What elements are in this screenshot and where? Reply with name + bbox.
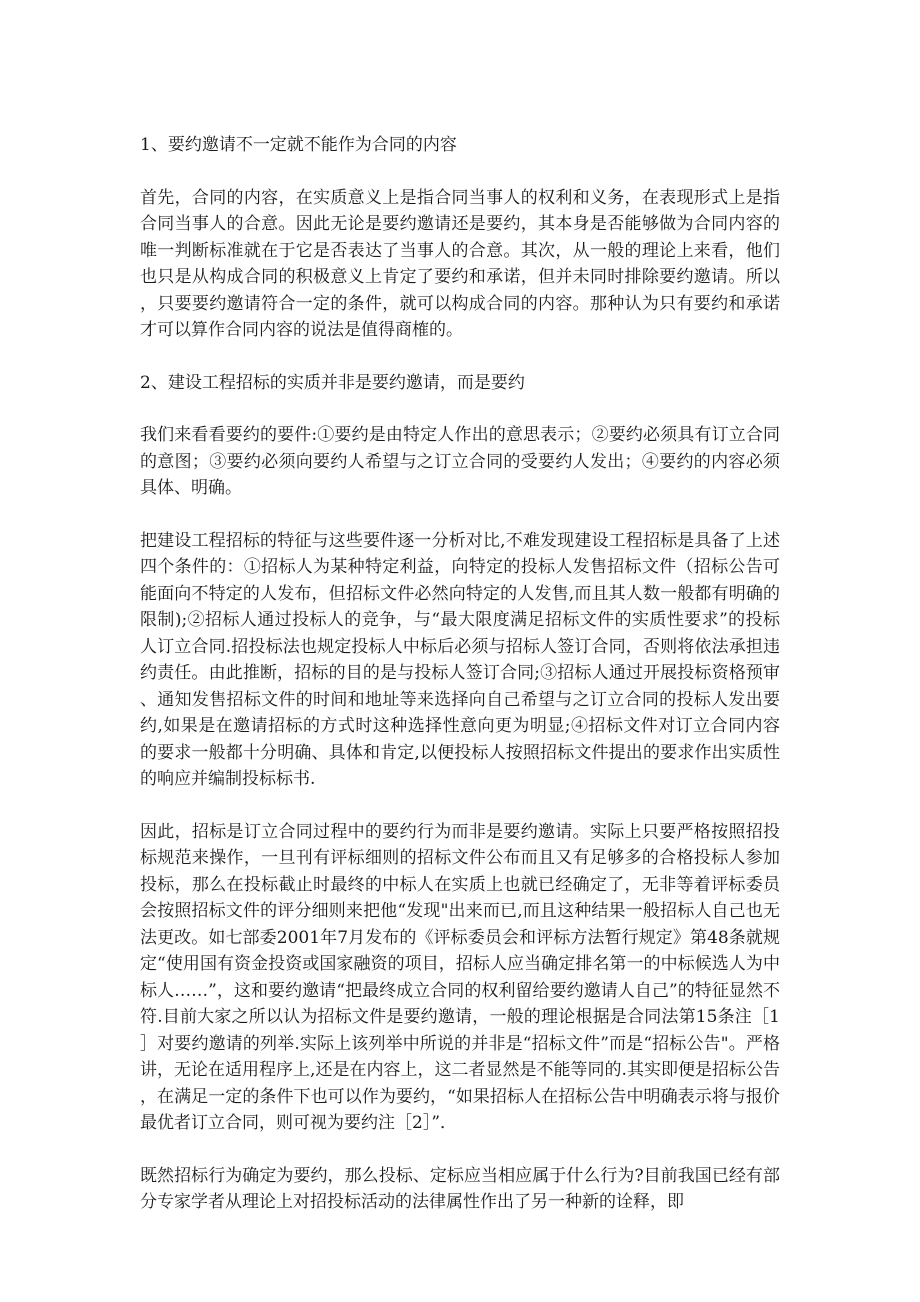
document-body bbox=[140, 132, 780, 1242]
paragraph-5: 既然招标行为确定为要约，那么投标、定标应当相应属于什么行为?目前我国已经有部分专家学者从理论上对招投标活动的法律属性作出了另一种新的诠释，即 bbox=[140, 1165, 780, 1212]
section-heading-2: 2、建设工程招标的实质并非是要约邀请，而是要约 bbox=[140, 372, 525, 393]
paragraph-2: 我们来看看要约的要件:①要约是由特定人作出的意思表示；②要约必须具有订立合同的意图；③要约必须向要约人希望与之订立合同的受要约人发出；④要约的内容必须具体、明确。 bbox=[140, 425, 780, 498]
section-heading-1: 1、要约邀请不一定就不能作为合同的内容 bbox=[140, 135, 457, 155]
paragraph-3: 把建设工程招标的特征与这些要件逐一分析对比,不难发现建设工程招标是具备了上述四个条件的：①招标人为某种特定利益，向特定的投标人发售招标文件（招标公告可能面向不特定的人发布，但招标文件必然向特定的人发售,而且其人数一般都有明确的限制);②招标人通过投标人的竞争，与“最大限度满足招标文件的实质性要求”的投标人订立合同.招投标法也规定投标人中标后必须与招标人签订合同，否则将依法承担违约责任。由此推断，招标的目的是与投标人签订合同;③招标人通过开展投标资格预审、通知发售招标文件的时间和地址等来选择向自己希望与之订立合同的投标人发出要约,如果是在邀请招标的方式时这种选择性意向更为明显;④招标文件对订立合同内容的要求一般都十分明确、具体和肯定,以便投标人按照招标文件提出的要求作出实质性的响应并编制投标标书. bbox=[140, 530, 780, 789]
paragraph-1: 首先，合同的内容，在实质意义上是指合同当事人的权利和义务，在表现形式上是指合同当事人的合意。因此无论是要约邀请还是要约，其本身是否能够做为合同内容的唯一判断标准就在于它是否表达了当事人的合意。其次，从一般的理论上来看，他们也只是从构成合同的积极意义上肯定了要约和承诺，但并未同时排除要约邀请。所以，只要要约邀请符合一定的条件，就可以构成合同的内容。那种认为只有要约和承诺才可以算作合同内容的说法是值得商榷的。 bbox=[140, 187, 780, 340]
paragraph-4: 因此，招标是订立合同过程中的要约行为而非是要约邀请。实际上只要严格按照招投标规范来操作，一旦刊有评标细则的招标文件公布而且又有足够多的合格投标人参加投标，那么在投标截止时最终的中标人在实质上也就已经确定了，无非等着评标委员会按照招标文件的评分细则来把他“发现"出来而已,而且这种结果一般招标人自己也无法更改。如七部委2001年7月发布的《评标委员会和评标方法暂行规定》第48条就规定“使用国有资金投资或国家融资的项目，招标人应当确定排名第一的中标候选人为中标人……”，这和要约邀请“把最终成立合同的权利留给要约邀请人自己”的特征显然不符.目前大家之所以认为招标文件是要约邀请，一般的理论根据是合同法第15条注［1］对要约邀请的列举.实际上该列举中所说的并非是“招标文件”而是“招标公告"。严格讲，无论在适用程序上,还是在内容上，这二者显然是不能等同的.其实即便是招标公告，在满足一定的条件下也可以作为要约，“如果招标人在招标公告中明确表示将与报价最优者订立合同，则可视为要约注［2］”． bbox=[140, 821, 780, 1133]
